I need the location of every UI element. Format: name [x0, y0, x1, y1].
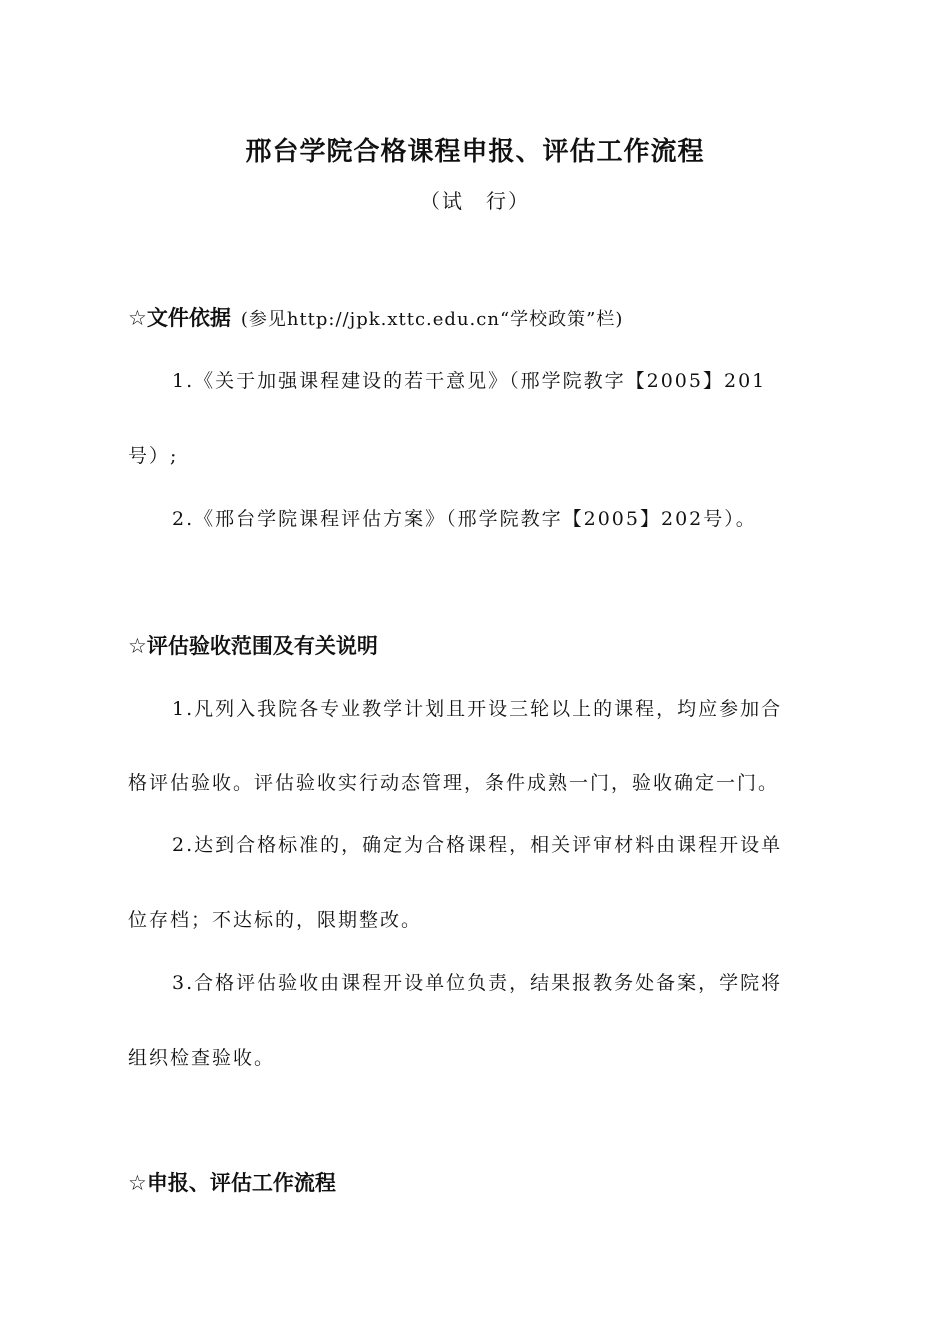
section-heading-basis: [128, 302, 623, 336]
paragraph-line: 3.合格评估验收由课程开设单位负责，结果报教务处备案，学院将: [172, 972, 783, 994]
star-icon: ☆: [128, 1171, 147, 1195]
section-heading-text: 文件依据: [146, 306, 231, 330]
document-subtitle: （试 行）: [420, 189, 530, 213]
section-heading-workflow: [128, 1167, 336, 1199]
paragraph-line: 1.凡列入我院各专业教学计划且开设三轮以上的课程，均应参加合: [172, 698, 783, 720]
paragraph-line: 组织检查验收。: [128, 1047, 276, 1069]
paragraph-line: 号）;: [128, 445, 179, 467]
star-icon: ☆: [128, 634, 147, 658]
document-title: 邢台学院合格课程申报、评估工作流程: [245, 137, 705, 167]
star-icon: ☆: [128, 306, 147, 330]
section-heading-scope: [128, 630, 378, 662]
paragraph-line: 位存档；不达标的，限期整改。: [128, 909, 423, 931]
section-heading-text: 评估验收范围及有关说明: [146, 634, 378, 658]
paragraph-line: 格评估验收。评估验收实行动态管理，条件成熟一门，验收确定一门。: [128, 772, 780, 794]
paragraph-line: 1.《关于加强课程建设的若干意见》（邢学院教字【2005】201: [172, 370, 767, 392]
paragraph-line: 2.《邢台学院课程评估方案》（邢学院教字【2005】202号）。: [172, 508, 757, 530]
paragraph-line: 2.达到合格标准的，确定为合格课程，相关评审材料由课程开设单: [172, 834, 783, 856]
policy-reference-note: (参见http://jpk.xttc.edu.cn“学校政策”栏): [240, 309, 624, 330]
section-heading-text: 申报、评估工作流程: [146, 1171, 336, 1195]
